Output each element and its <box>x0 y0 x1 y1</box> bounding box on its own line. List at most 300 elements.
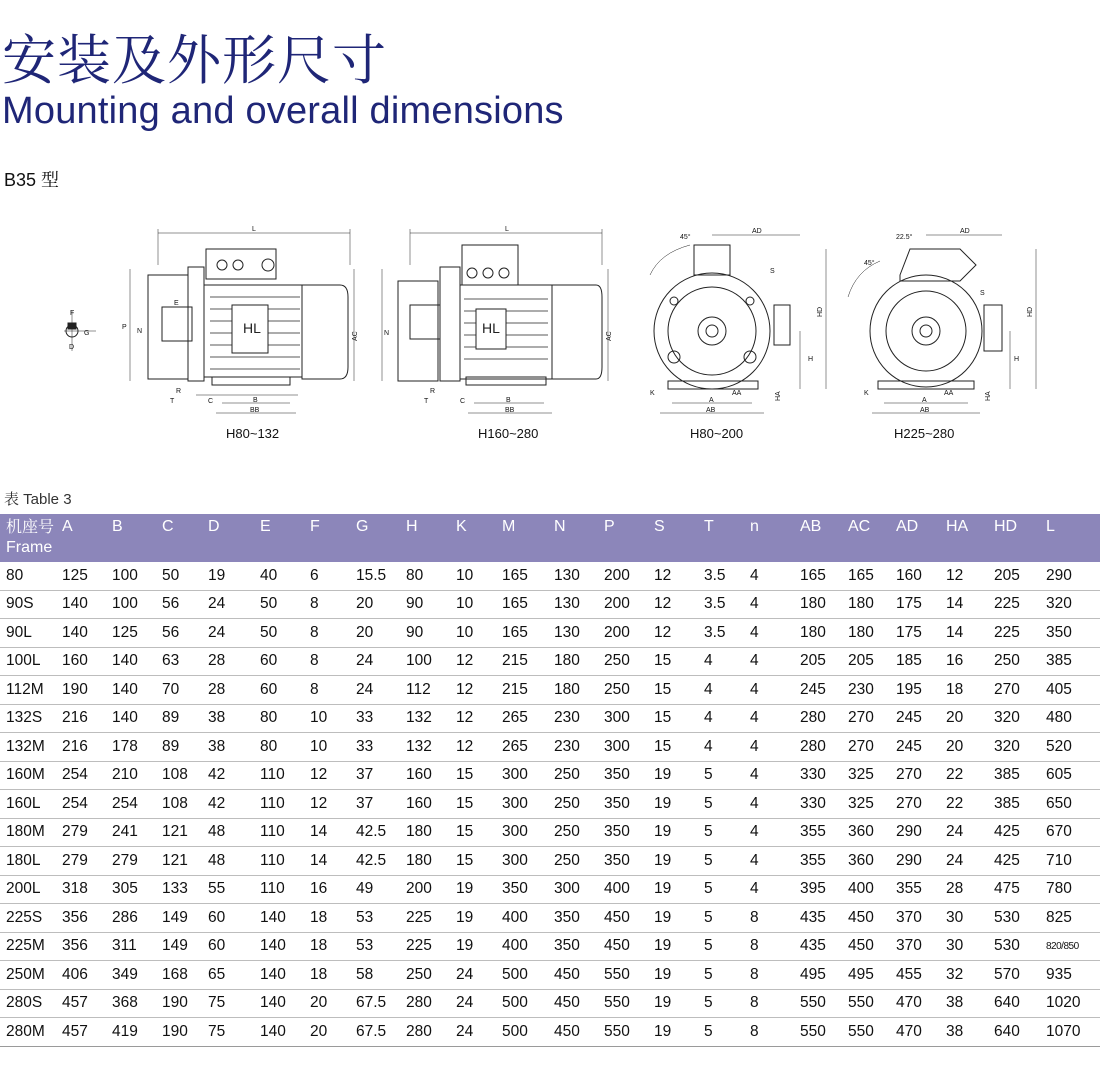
cell-g: 49 <box>356 875 406 904</box>
cell-ha: 24 <box>946 847 994 876</box>
cell-ac: 495 <box>848 961 896 990</box>
cell-ab: 495 <box>800 961 848 990</box>
cell-n: 300 <box>554 875 604 904</box>
table-row <box>0 904 1100 933</box>
cell-b: 100 <box>112 562 162 590</box>
cell-ac: 550 <box>848 1018 896 1047</box>
cell-n: 250 <box>554 790 604 819</box>
table-row <box>0 733 1100 762</box>
cell-l: 825 <box>1046 904 1100 933</box>
cell-g: 67.5 <box>356 1018 406 1047</box>
cell-d: 48 <box>208 818 260 847</box>
svg-text:BB: BB <box>250 407 260 414</box>
svg-text:HL: HL <box>243 320 261 336</box>
drawing-caption-3: H80~200 <box>690 426 744 441</box>
cell-l: 670 <box>1046 818 1100 847</box>
cell-ac: 325 <box>848 761 896 790</box>
cell-d: 42 <box>208 761 260 790</box>
cell-frame: 280M <box>0 1018 62 1047</box>
svg-text:AC: AC <box>606 331 613 341</box>
svg-text:K: K <box>650 390 655 397</box>
cell-s: 19 <box>654 961 704 990</box>
cell-f: 20 <box>310 1018 356 1047</box>
cell-m: 500 <box>502 1018 554 1047</box>
cell-ha: 14 <box>946 590 994 619</box>
svg-text:HA: HA <box>775 391 782 401</box>
header-b: B <box>112 518 123 535</box>
cell-c: 121 <box>162 847 208 876</box>
cell-e: 140 <box>260 904 310 933</box>
cell-m: 350 <box>502 875 554 904</box>
cell-g: 33 <box>356 704 406 733</box>
cell-b: 419 <box>112 1018 162 1047</box>
motor-drawings-svg <box>0 205 1100 455</box>
svg-text:45°: 45° <box>680 234 691 241</box>
cell-frame: 280S <box>0 989 62 1018</box>
cell-f: 18 <box>310 961 356 990</box>
cell-b: 140 <box>112 676 162 705</box>
cell-n: 4 <box>750 647 800 676</box>
svg-text:AD: AD <box>960 228 970 235</box>
cell-g: 15.5 <box>356 562 406 590</box>
cell-g: 42.5 <box>356 847 406 876</box>
cell-c: 149 <box>162 932 208 961</box>
cell-k: 24 <box>456 961 502 990</box>
cell-d: 60 <box>208 932 260 961</box>
cell-ac: 270 <box>848 704 896 733</box>
cell-ab: 355 <box>800 818 848 847</box>
cell-n: 250 <box>554 761 604 790</box>
cell-c: 50 <box>162 562 208 590</box>
cell-d: 38 <box>208 704 260 733</box>
cell-ha: 30 <box>946 904 994 933</box>
header-ha: HA <box>946 518 969 535</box>
side-view-large <box>382 226 613 414</box>
cell-a: 140 <box>62 590 112 619</box>
cell-n: 4 <box>750 676 800 705</box>
cell-n: 350 <box>554 904 604 933</box>
cell-n: 250 <box>554 818 604 847</box>
cell-hd: 250 <box>994 647 1046 676</box>
cell-a: 318 <box>62 875 112 904</box>
cell-ha: 38 <box>946 989 994 1018</box>
cell-hd: 205 <box>994 562 1046 590</box>
cell-n: 8 <box>750 989 800 1018</box>
cell-hd: 570 <box>994 961 1046 990</box>
cell-ac: 180 <box>848 590 896 619</box>
cell-s: 12 <box>654 562 704 590</box>
cell-f: 8 <box>310 619 356 648</box>
svg-text:H: H <box>808 356 814 363</box>
cell-ha: 20 <box>946 733 994 762</box>
cell-n: 180 <box>554 676 604 705</box>
cell-f: 12 <box>310 761 356 790</box>
dimension-drawings <box>0 205 1100 455</box>
svg-text:S: S <box>980 290 985 297</box>
cell-n: 230 <box>554 704 604 733</box>
cell-a: 356 <box>62 932 112 961</box>
header-d: D <box>208 518 220 535</box>
cell-a: 125 <box>62 562 112 590</box>
cell-frame: 112M <box>0 676 62 705</box>
cell-l: 1070 <box>1046 1018 1100 1047</box>
cell-k: 12 <box>456 676 502 705</box>
cell-m: 265 <box>502 733 554 762</box>
cell-ab: 435 <box>800 932 848 961</box>
cell-b: 349 <box>112 961 162 990</box>
cell-p: 450 <box>604 932 654 961</box>
cell-ha: 18 <box>946 676 994 705</box>
cell-t: 5 <box>704 1018 750 1047</box>
cell-n: 230 <box>554 733 604 762</box>
cell-e: 50 <box>260 619 310 648</box>
svg-text:T: T <box>424 398 429 405</box>
cell-d: 24 <box>208 590 260 619</box>
cell-frame: 90L <box>0 619 62 648</box>
cell-n: 8 <box>750 961 800 990</box>
svg-text:P: P <box>122 324 127 331</box>
cell-k: 19 <box>456 875 502 904</box>
cell-m: 400 <box>502 932 554 961</box>
cell-ad: 160 <box>896 562 946 590</box>
header-p: P <box>604 518 615 535</box>
cell-l: 405 <box>1046 676 1100 705</box>
cell-l: 385 <box>1046 647 1100 676</box>
cell-ab: 395 <box>800 875 848 904</box>
cell-m: 300 <box>502 847 554 876</box>
cell-s: 19 <box>654 904 704 933</box>
cell-ab: 205 <box>800 647 848 676</box>
cell-ha: 30 <box>946 932 994 961</box>
cell-m: 300 <box>502 761 554 790</box>
cell-t: 4 <box>704 733 750 762</box>
cell-n: 450 <box>554 1018 604 1047</box>
cell-c: 89 <box>162 733 208 762</box>
cell-hd: 225 <box>994 590 1046 619</box>
cell-s: 19 <box>654 1018 704 1047</box>
cell-p: 450 <box>604 904 654 933</box>
cell-e: 140 <box>260 1018 310 1047</box>
header-k: K <box>456 518 467 535</box>
cell-ab: 355 <box>800 847 848 876</box>
cell-n: 4 <box>750 619 800 648</box>
cell-c: 121 <box>162 818 208 847</box>
cell-n: 4 <box>750 590 800 619</box>
cell-h: 80 <box>406 562 456 590</box>
cell-h: 90 <box>406 619 456 648</box>
cell-m: 300 <box>502 790 554 819</box>
cell-n: 4 <box>750 847 800 876</box>
cell-ad: 470 <box>896 1018 946 1047</box>
cell-p: 300 <box>604 704 654 733</box>
cell-ab: 550 <box>800 989 848 1018</box>
cell-f: 8 <box>310 590 356 619</box>
cell-n: 4 <box>750 790 800 819</box>
cell-ab: 550 <box>800 1018 848 1047</box>
cell-t: 3.5 <box>704 619 750 648</box>
cell-frame: 180M <box>0 818 62 847</box>
cell-hd: 425 <box>994 847 1046 876</box>
cell-h: 225 <box>406 904 456 933</box>
header-e: E <box>260 518 271 535</box>
cell-frame: 90S <box>0 590 62 619</box>
cell-d: 19 <box>208 562 260 590</box>
cell-ac: 325 <box>848 790 896 819</box>
cell-n: 4 <box>750 875 800 904</box>
cell-ad: 355 <box>896 875 946 904</box>
cell-l: 780 <box>1046 875 1100 904</box>
cell-t: 3.5 <box>704 590 750 619</box>
table-caption: 表 Table 3 <box>4 491 72 508</box>
cell-t: 4 <box>704 704 750 733</box>
header-hd: HD <box>994 518 1018 535</box>
cell-t: 5 <box>704 761 750 790</box>
table-row <box>0 619 1100 648</box>
cell-ac: 270 <box>848 733 896 762</box>
cell-ad: 185 <box>896 647 946 676</box>
table-header-row <box>0 514 1100 562</box>
cell-n: 8 <box>750 932 800 961</box>
cell-l: 650 <box>1046 790 1100 819</box>
header-s: S <box>654 518 665 535</box>
svg-text:C: C <box>460 398 466 405</box>
cell-ad: 270 <box>896 761 946 790</box>
cell-e: 140 <box>260 961 310 990</box>
cell-t: 4 <box>704 676 750 705</box>
svg-text:R: R <box>176 388 182 395</box>
cell-ab: 180 <box>800 619 848 648</box>
cell-l: 350 <box>1046 619 1100 648</box>
table-row <box>0 790 1100 819</box>
cell-m: 165 <box>502 590 554 619</box>
cell-b: 140 <box>112 704 162 733</box>
cell-s: 19 <box>654 989 704 1018</box>
cell-n: 180 <box>554 647 604 676</box>
cell-p: 250 <box>604 676 654 705</box>
cell-ad: 175 <box>896 590 946 619</box>
cell-s: 12 <box>654 590 704 619</box>
cell-ac: 230 <box>848 676 896 705</box>
cell-d: 60 <box>208 904 260 933</box>
cell-m: 300 <box>502 818 554 847</box>
page-title-cn: 安装及外形尺寸 <box>2 29 387 92</box>
cell-b: 125 <box>112 619 162 648</box>
cell-h: 225 <box>406 932 456 961</box>
front-view-large <box>848 228 1036 414</box>
cell-c: 89 <box>162 704 208 733</box>
cell-ab: 330 <box>800 790 848 819</box>
cell-n: 8 <box>750 904 800 933</box>
cell-f: 18 <box>310 932 356 961</box>
cell-c: 56 <box>162 590 208 619</box>
svg-text:T: T <box>170 398 175 405</box>
cell-hd: 385 <box>994 790 1046 819</box>
cell-ad: 370 <box>896 904 946 933</box>
cell-g: 67.5 <box>356 989 406 1018</box>
cell-frame: 80 <box>0 562 62 590</box>
cell-hd: 640 <box>994 989 1046 1018</box>
cell-d: 28 <box>208 676 260 705</box>
cell-frame: 160M <box>0 761 62 790</box>
table-row <box>0 562 1100 590</box>
cell-n: 8 <box>750 1018 800 1047</box>
cell-l: 320 <box>1046 590 1100 619</box>
cell-ac: 400 <box>848 875 896 904</box>
svg-text:C: C <box>208 398 214 405</box>
cell-h: 90 <box>406 590 456 619</box>
cell-p: 550 <box>604 1018 654 1047</box>
table-body <box>0 562 1100 1046</box>
cell-c: 108 <box>162 790 208 819</box>
cell-g: 42.5 <box>356 818 406 847</box>
cell-hd: 530 <box>994 932 1046 961</box>
cell-f: 18 <box>310 904 356 933</box>
header-ad: AD <box>896 518 919 535</box>
cell-m: 265 <box>502 704 554 733</box>
cell-a: 216 <box>62 704 112 733</box>
cell-t: 4 <box>704 647 750 676</box>
cell-hd: 320 <box>994 733 1046 762</box>
cell-e: 110 <box>260 790 310 819</box>
cell-p: 550 <box>604 989 654 1018</box>
svg-text:HA: HA <box>985 391 992 401</box>
cell-ac: 450 <box>848 932 896 961</box>
cell-h: 160 <box>406 790 456 819</box>
svg-text:AA: AA <box>944 390 954 397</box>
cell-h: 112 <box>406 676 456 705</box>
cell-t: 5 <box>704 818 750 847</box>
cell-f: 8 <box>310 676 356 705</box>
cell-t: 5 <box>704 847 750 876</box>
cell-b: 241 <box>112 818 162 847</box>
cell-h: 280 <box>406 989 456 1018</box>
cell-ha: 12 <box>946 562 994 590</box>
cell-m: 500 <box>502 989 554 1018</box>
cell-l: 1020 <box>1046 989 1100 1018</box>
cell-k: 10 <box>456 590 502 619</box>
header-n: n <box>750 518 759 535</box>
svg-text:HD: HD <box>1027 306 1034 317</box>
cell-d: 65 <box>208 961 260 990</box>
cell-a: 254 <box>62 790 112 819</box>
svg-text:H: H <box>1014 356 1020 363</box>
svg-text:N: N <box>137 328 143 335</box>
cell-a: 160 <box>62 647 112 676</box>
cell-n: 130 <box>554 562 604 590</box>
cell-ac: 360 <box>848 818 896 847</box>
cell-h: 100 <box>406 647 456 676</box>
table-row <box>0 989 1100 1018</box>
cell-f: 10 <box>310 733 356 762</box>
cell-a: 216 <box>62 733 112 762</box>
cell-e: 60 <box>260 647 310 676</box>
cell-p: 350 <box>604 818 654 847</box>
cell-p: 550 <box>604 961 654 990</box>
cell-ab: 165 <box>800 562 848 590</box>
cell-frame: 225M <box>0 932 62 961</box>
cell-e: 40 <box>260 562 310 590</box>
cell-t: 5 <box>704 790 750 819</box>
cell-n: 450 <box>554 961 604 990</box>
cell-s: 12 <box>654 619 704 648</box>
cell-f: 6 <box>310 562 356 590</box>
cell-ab: 180 <box>800 590 848 619</box>
cell-b: 254 <box>112 790 162 819</box>
cell-n: 350 <box>554 932 604 961</box>
cell-e: 110 <box>260 847 310 876</box>
cell-p: 350 <box>604 761 654 790</box>
cell-l: 710 <box>1046 847 1100 876</box>
cell-ad: 290 <box>896 847 946 876</box>
cell-p: 400 <box>604 875 654 904</box>
cell-b: 210 <box>112 761 162 790</box>
cell-ad: 455 <box>896 961 946 990</box>
cell-a: 279 <box>62 818 112 847</box>
svg-text:AC: AC <box>352 331 359 341</box>
cell-k: 24 <box>456 1018 502 1047</box>
svg-text:AB: AB <box>920 407 930 414</box>
cell-c: 133 <box>162 875 208 904</box>
drawing-caption-2: H160~280 <box>478 426 539 441</box>
cell-d: 28 <box>208 647 260 676</box>
header-n: N <box>554 518 566 535</box>
cell-h: 280 <box>406 1018 456 1047</box>
svg-text:HD: HD <box>817 306 824 317</box>
model-label: B35 型 <box>4 170 60 190</box>
header-c: C <box>162 518 174 535</box>
cell-hd: 385 <box>994 761 1046 790</box>
cell-c: 70 <box>162 676 208 705</box>
cell-ad: 245 <box>896 704 946 733</box>
cell-k: 15 <box>456 761 502 790</box>
dimension-table <box>0 514 1100 1047</box>
cell-ha: 32 <box>946 961 994 990</box>
cell-ha: 38 <box>946 1018 994 1047</box>
cell-a: 190 <box>62 676 112 705</box>
cell-b: 279 <box>112 847 162 876</box>
cell-hd: 270 <box>994 676 1046 705</box>
cell-c: 190 <box>162 1018 208 1047</box>
cell-d: 48 <box>208 847 260 876</box>
cell-m: 165 <box>502 619 554 648</box>
cell-l: 935 <box>1046 961 1100 990</box>
svg-text:AA: AA <box>732 390 742 397</box>
svg-text:22.5°: 22.5° <box>896 234 913 241</box>
cell-ha: 28 <box>946 875 994 904</box>
cell-ad: 370 <box>896 932 946 961</box>
cell-f: 16 <box>310 875 356 904</box>
cell-d: 75 <box>208 1018 260 1047</box>
label-D: D <box>69 344 75 351</box>
cell-s: 19 <box>654 761 704 790</box>
cell-ad: 175 <box>896 619 946 648</box>
svg-text:BB: BB <box>505 407 515 414</box>
header-g: G <box>356 518 369 535</box>
cell-e: 140 <box>260 989 310 1018</box>
cell-frame: 132S <box>0 704 62 733</box>
cell-c: 190 <box>162 989 208 1018</box>
table-row <box>0 847 1100 876</box>
cell-p: 200 <box>604 590 654 619</box>
cell-h: 180 <box>406 818 456 847</box>
cell-b: 368 <box>112 989 162 1018</box>
cell-n: 250 <box>554 847 604 876</box>
cell-s: 15 <box>654 647 704 676</box>
table-row <box>0 1018 1100 1047</box>
table-row <box>0 704 1100 733</box>
cell-g: 20 <box>356 590 406 619</box>
label-F: F <box>70 310 75 317</box>
